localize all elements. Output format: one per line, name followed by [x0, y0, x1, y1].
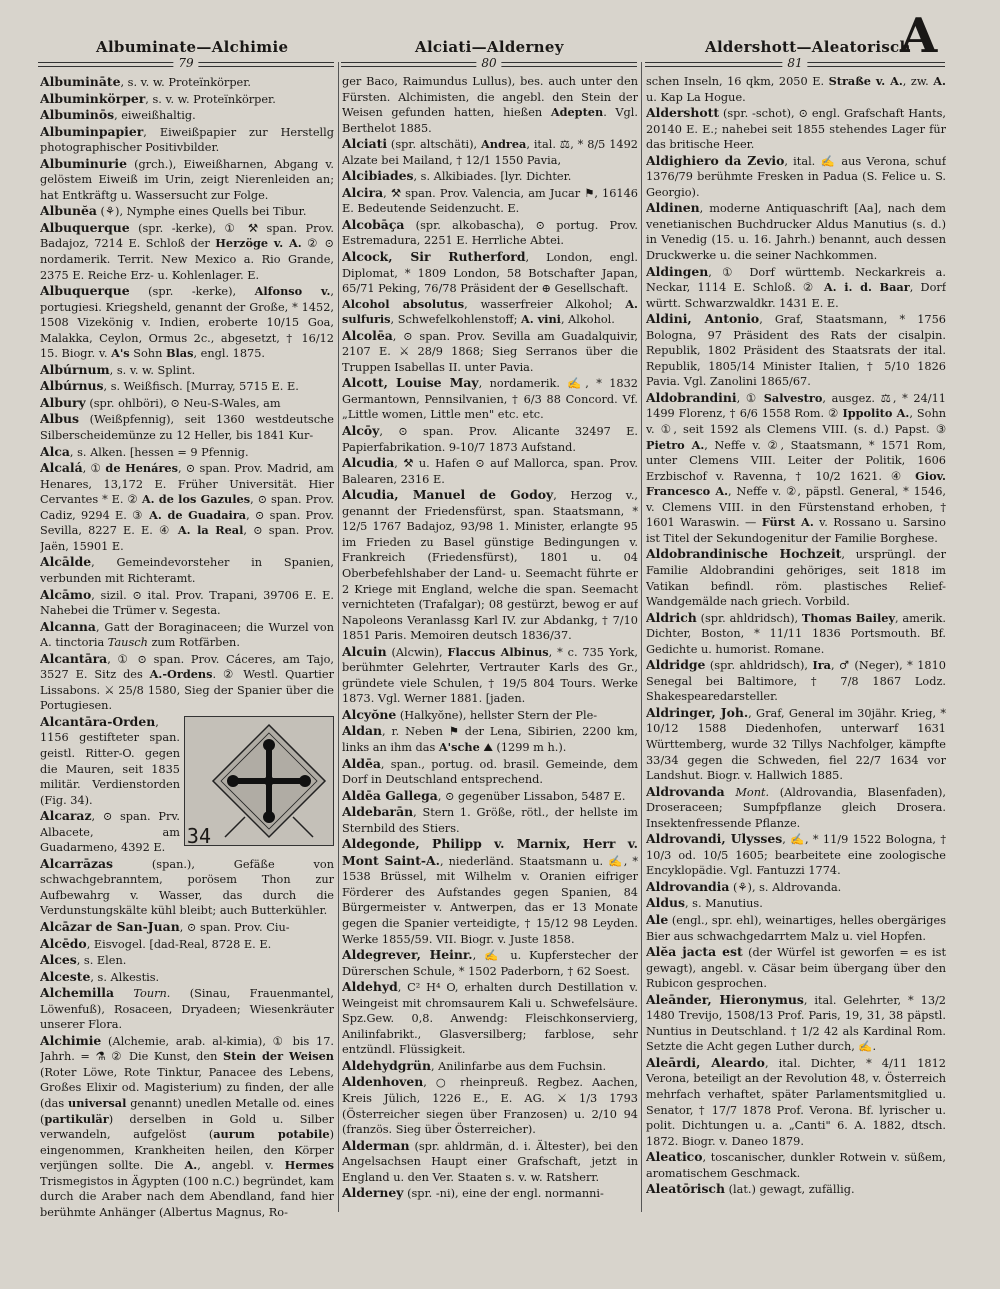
- dictionary-entry: Albuminōs, eiweißhaltig.: [40, 107, 196, 123]
- dictionary-entry: Aldegrever, Heinr., ✍ u. Kupferstecher der Dürerschen Schule, * 1502 Paderborn, † 62 Soest.: [342, 947, 638, 978]
- dictionary-entry: Alca, s. Alken. [hessen = 9 Pfennig.: [40, 443, 249, 459]
- dictionary-entry: Albus (Weißpfennig), seit 1360 westdeutsche Silberscheidemünze zu 12 Heller, bis 1841 Kur-: [40, 411, 334, 443]
- dictionary-entry: Alcuin (Alcwin), Flaccus Albinus, * c. 735 York, berühmter Gelehrter, Vertrauter Karls des Gr., gründete viele Schulen, † 19/5 804 Tours. Werke 1873. Vgl. Werner 1881. [jaden.: [342, 643, 638, 706]
- dictionary-entry: Alcolēa, ⊙ span. Prov. Sevilla am Guadalquivir, 2107 E. ⚔ 28/9 1868; Sieg Serranos über die Truppen Isabellas II. unter Pavia.: [342, 327, 638, 374]
- dictionary-entry: Alcibiades, s. Alkibiades. [lyr. Dichter.: [342, 168, 572, 184]
- dictionary-entry: Alciati (spr. altschäti), Andrea, ital. ⚖, * 8/5 1492 Alzate bei Mailand, † 12/1 1550 Pavia,: [342, 136, 638, 167]
- dictionary-entry: Albuquerque (spr. -kerke), ① ⚒ span. Prov. Badajoz, 7214 E. Schloß der Herzöge v. A. ② ⊙ nordamerik. Territ. New Mexico a. Rio Grande, 2375 E. Reiche Erz- u. Kohlenlager. E.: [40, 219, 334, 282]
- dictionary-entry: Aldrovanda Mont. (Aldrovandia, Blasenfaden), Droseraceen; Sumpfpflanze gleich Drosera. Insektenfressende Pflanze.: [646, 783, 946, 830]
- dictionary-entry: Aldridge (spr. ahldridsch), Ira, ♂ (Neger), * 1810 Senegal bei Baltimore, † 7/8 1867 Lodz. Shakespearedarsteller.: [646, 657, 946, 704]
- dictionary-entry: Alcott, Louise May, nordamerik. ✍, * 1832 Germantown, Pennsilvanien, † 6/3 88 Concord. Vf. „Little women, Little men" etc. etc.: [342, 375, 638, 422]
- dictionary-entry: Aldrovandi, Ulysses, ✍, * 11/9 1522 Bologna, † 10/3 od. 10/5 1605; bearbeitete eine zoologische Encyklopädie. Vgl. Fantuzzi 1774.: [646, 831, 946, 878]
- dictionary-entry: Alcudia, Manuel de Godoy, Herzog v., genannt der Friedensfürst, span. Staatsmann, * 12/5 1767 Badajoz, 93/98 1. Minister, erlangte 95 im Frieden zu Basel günstige Bedingungen v. Frankreich (Friedensfürst), 1801 u. 04 Oberbefehlshaber der Land- u. Seemacht führte er 2 Kriege mit England, welche die span. Seemacht vernichteten (Trafalgar); 08 gestürzt, bewog er auf Napoleons Veranlassg Karl IV. zur Abdankg, † 7/10 1851 Paris. Memoiren deutsch 1836/37.: [342, 487, 638, 643]
- column-divider: [641, 62, 642, 1212]
- dictionary-entry: Aldobrandinische Hochzeit, ursprüngl. der Familie Aldobrandini gehöriges, seit 1818 im Vatikan befindl. röm. plastisches Relief-Wandgemälde nach griech. Vorbild.: [646, 546, 946, 609]
- running-head-left: Albuminate—Alchimie: [96, 38, 289, 56]
- running-head-right: Aldershott—Aleatorisch: [705, 38, 911, 56]
- page-number-right: 81: [782, 56, 807, 70]
- dictionary-entry: Alcāzar de San-Juan, ⊙ span. Prov. Ciu-: [40, 918, 290, 934]
- dictionary-entry: Alcarrāzas (span.), Gefäße von schwachgebranntem, porösem Thon zur Aufbewahrg v. Wasser, das durch die Verdunstungskälte kühl bleibt; auch Butterkühler.: [40, 855, 334, 918]
- dictionary-entry: Albúrnum, s. v. w. Splint.: [40, 361, 196, 377]
- dictionary-entry: Albuminkörper, s. v. w. Proteïnkörper.: [40, 90, 276, 106]
- dictionary-entry: Aldringer, Joh., Graf, General im 30jähr. Krieg, * 10/12 1588 Diedenhofen, unterwarf 1631 Württemberg, wurde 32 Tillys Nachfolger, kämpfte 33/34 gegen die Schweden, fiel 22/7 1634 vor Landshut. Biogr. v. Hallwich 1885.: [646, 704, 946, 783]
- dictionary-entry: Aldrich (spr. ahldridsch), Thomas Bailey, amerik. Dichter, Boston, * 11/11 1836 Portsmouth. Bf. Gedichte u. humorist. Romane.: [646, 609, 946, 656]
- dictionary-entry: Alderney (spr. -ni), eine der engl. normanni-: [342, 1185, 604, 1201]
- dictionary-entry: Aldēa Gallega, ⊙ gegenüber Lissabon, 5487 E.: [342, 787, 626, 803]
- dictionary-entry: Alcantāra-Orden, 1156 gestifteter span. geistl. Ritter-O. gegen die Mauren, seit 1835 militär. Verdienstorden (Fig. 34).: [40, 713, 180, 807]
- dictionary-entry: Alchimie (Alchemie, arab. al-kimia), ① bis 17. Jahrh. = ⚗ ② Die Kunst, den Stein der Weisen (Roter Löwe, Rote Tinktur, Panacee des Lebens, Großes Elixir od. Magisterium) zu finden, der alle (das universal genannt) unedlen Metalle od. eines (partikulär) derselben in Gold u. Silber verwandeln, aufgelöst (aurum potabile) eingenommen, Krankheiten heilen, den Körper verjüngen sollte. Die A., angebl. v. Hermes Trismegistos in Ägypten (100 n.C.) begründet, kam durch die Araber nach dem Abendland, fand hier berühmte Anhänger (Albertus Magnus, Ro-: [40, 1032, 334, 1219]
- dictionary-entry: Albúrnus, s. Weißfisch. [Murray, 5715 E. E.: [40, 378, 299, 394]
- dictionary-entry: Aldini, Antonio, Graf, Staatsmann, * 1756 Bologna, 97 Präsident des Rats der cisalpin. Republik, 1802 Präsident des Staatsrats der ital. Republik, 1805/14 Minister Italien, † 5/10 1826 Pavia. Vgl. Zanolini 1865/67.: [646, 311, 946, 389]
- dictionary-entry: Aldehydgrün, Anilinfarbe aus dem Fuchsin.: [342, 1057, 607, 1073]
- dictionary-entry: Aleānder, Hieronymus, ital. Gelehrter, * 13/2 1480 Trevijo, 1508/13 Prof. Paris, 19, 31, 38 päpstl. Nuntius in Deutschland. † 1/2 42 als Kardinal Rom. Setzte die Acht gegen Luther durch, ✍.: [646, 991, 946, 1054]
- dictionary-entry: Alcira, ⚒ span. Prov. Valencia, am Jucar ⚑, 16146 E. Bedeutende Seidenzucht. E.: [342, 184, 638, 216]
- dictionary-entry: Albuquerque (spr. -kerke), Alfonso v., portugiesi. Kriegsheld, genannt der Große, * 1452, 1508 Vizekönig v. Indien, eroberte 10/15 Goa, Malakka, Ceylon, Ormus 2c., abgesetzt, † 16/12 15. Biogr. v. A's Sohn Blas, engl. 1875.: [40, 283, 334, 361]
- column-2: [342, 74, 638, 1274]
- dictionary-entry: Alcanna, Gatt der Boraginaceen; die Wurzel von A. tinctoria Tausch zum Rotfärben.: [40, 618, 334, 650]
- dictionary-entry: Alcālde, Gemeindevorsteher in Spanien, verbunden mit Richteramt.: [40, 554, 334, 585]
- dictionary-entry: Albuminpapier, Eiweißpapier zur Herstellg photographischer Positivbilder.: [40, 123, 334, 155]
- dictionary-entry: Albumināte, s. v. w. Proteïnkörper.: [40, 74, 251, 89]
- dictionary-entry: Alcantāra, ① ⊙ span. Prov. Cáceres, am Tajo, 3527 E. Sitz des A.-Ordens. ② Westl. Quartier Lissabons. ⚔ 25/8 1580, Sieg der Spanier über die Portugiesen.: [40, 650, 334, 713]
- dictionary-entry: Aleatōrisch (lat.) gewagt, zufällig.: [646, 1181, 855, 1197]
- dictionary-entry: Alĕa jacta est (der Würfel ist geworfen = es ist gewagt), angebl. v. Cäsar beim übergang über den Rubicon gesprochen.: [646, 944, 946, 991]
- dictionary-entry: Ale (engl., spr. ehl), weinartiges, helles obergäriges Bier aus schwachgedarrtem Malz u. viel Hopfen.: [646, 911, 946, 943]
- dictionary-entry: Aldan, r. Neben ⚑ der Lena, Sibirien, 2200 km, links an ihm das A'sche ⛰ (1299 m h.).: [342, 723, 638, 754]
- running-head-center: Alciati—Alderney: [415, 38, 564, 56]
- dictionary-entry: Alcōy, ⊙ span. Prov. Alicante 32497 E. Papierfabrikation. 9-10/7 1873 Aufstand.: [342, 423, 638, 454]
- dictionary-entry: Alchemilla Tourn. (Sinau, Frauenmantel, Löwenfuß), Rosaceen, Dryadeen; Wiesenkräuter unserer Flora.: [40, 985, 334, 1032]
- dictionary-entry: Aldrovandia (⚘), s. Aldrovanda.: [646, 878, 842, 894]
- dictionary-entry: Alceste, s. Alkestis.: [40, 968, 160, 984]
- dictionary-entry: Aldebarān, Stern 1. Größe, rötl., der hellste im Sternbild des Stiers.: [342, 804, 638, 835]
- dictionary-entry: Aldenhoven, ○ rheinpreuß. Regbez. Aachen, Kreis Jülich, 1226 E., E. AG. ⚔ 1/3 1793 (Österreicher siegen über Franzosen) u. 2/10 94 (französ. Sieg über Österreicher).: [342, 1074, 638, 1137]
- dictionary-entry: schen Inseln, 16 qkm, 2050 E. Straße v. A., zw. A. u. Kap La Hogue.: [646, 74, 946, 104]
- dictionary-entry: Alcēdo, Eisvogel. [dad-Real, 8728 E. E.: [40, 935, 272, 951]
- dictionary-entry: Aldus, s. Manutius.: [646, 895, 763, 911]
- dictionary-entry: Alcock, Sir Rutherford, London, engl. Diplomat, * 1809 London, 58 Botschafter Japan, 65/71 Peking, 76/78 Präsident der ⊕ Gesellschaft.: [342, 249, 638, 296]
- column-3: [646, 74, 946, 1274]
- dictionary-entry: Aldershott (spr. -schot), ⊙ engl. Grafschaft Hants, 20140 E. E.; nahebei seit 1855 stehendes Lager für das britische Heer.: [646, 105, 946, 152]
- dictionary-entry: ger Baco, Raimundus Lullus), bes. auch unter den Fürsten. Alchimisten, die angebl. den Stein der Weisen gefunden hatten, hießen Adepten. Vgl. Berthelot 1885.: [342, 75, 638, 135]
- dictionary-entry: Alcyŏne (Halkyŏne), hellster Stern der Ple-: [342, 706, 598, 722]
- dictionary-entry: Aleatico, toscanischer, dunkler Rotwein v. süßem, aromatischem Geschmack.: [646, 1149, 946, 1180]
- page-number-left: 79: [173, 56, 198, 70]
- dictionary-entry: Aldehyd, C² H⁴ O, erhalten durch Destillation v. Weingeist mit chromsaurem Kali u. Schwefelsäure. Spz.Gew. 0,8. Anwendg: Fleischkonservierg, Anilinfabrikt., Glasversilberg; farblose, sehr entzündl. Flüssigkeit.: [342, 979, 638, 1057]
- dictionary-entry: Alcāmo, sizil. ⊙ ital. Prov. Trapani, 39706 E. E. Nahebei die Trümer v. Segesta.: [40, 586, 334, 618]
- dictionary-entry: Alcaraz, ⊙ span. Prv. Albacete, am Guadarmeno, 4392 E.: [40, 808, 180, 855]
- dictionary-entry: Aldighiero da Zevio, ital. ✍ aus Verona, schuf 1376/79 berühmte Fresken in Padua (S. Felice u. S. Georgio).: [646, 152, 946, 199]
- alcantara-order-cross-figure: [184, 716, 334, 849]
- dictionary-entry: Aldobrandini, ① Salvestro, ausgez. ⚖, * 24/11 1499 Florenz, † 6/6 1558 Rom. ② Ippolito A., Sohn v. ①, seit 1592 als Clemens VIII. (s. d.) Papst. ③ Pietro A., Neffe v. ②, Staatsmann, * 1571 Rom, unter Clemens VIII. Leiter der Politik, 1606 Erzbischof v. Ravenna, † 10/2 1621. ④ Giov. Francesco A., Neffe v. ②, päpstl. General, * 1546, v. Clemens VIII. in den Fürstenstand erhoben, † 1601 Waraswin. — Fürst A. v. Rossano u. Sarsino ist Titel der Sekundogenitur der Familie Borghese.: [646, 389, 946, 545]
- dictionary-entry: Aldēa, span., portug. od. brasil. Gemeinde, dem Dorf in Deutschland entsprechend.: [342, 755, 638, 787]
- dictionary-entry: Albunĕa (⚘), Nymphe eines Quells bei Tibur.: [40, 203, 307, 219]
- page-number-center: 80: [476, 56, 501, 70]
- section-letter: A: [900, 8, 938, 64]
- column-1: [40, 74, 334, 1274]
- dictionary-entry: Albuminurie (grch.), Eiweißharnen, Abgang v. gelöstem Eiweiß im Urin, zeigt Nierenleiden an; hat Entkräftg u. Wassersucht zur Folge.: [40, 155, 334, 202]
- dictionary-entry: Alces, s. Elen.: [40, 952, 127, 968]
- dictionary-entry: Aldinen, moderne Antiquaschrift [Aa], nach dem venetianischen Buchdrucker Aldus Manutius (s. d.) in Venedig (15. u. 16. Jahrh.) benannt, auch dessen Druckwerke u. die seiner Nachkommen.: [646, 200, 946, 263]
- dictionary-entry: Alcobāça (spr. alkobascha), ⊙ portug. Prov. Estremadura, 2251 E. Herrliche Abtei.: [342, 216, 638, 248]
- dictionary-entry: Alcohol absolutus, wasserfreier Alkohol; A. sulfuris, Schwefelkohlenstoff; A. vini, Alkohol.: [342, 296, 638, 327]
- figure-number: 34: [186, 824, 211, 849]
- dictionary-entry: Aldegonde, Philipp v. Marnix, Herr v. Mont Saint-A., niederländ. Staatsmann u. ✍, * 1538 Brüssel, mit Wilhelm v. Oranien eifriger Förderer des Aufstandes gegen Spanien, 84 Bürgermeister v. Antwerpen, das er 13 Monate gegen die Spanier verteidigte, † 15/12 98 Leyden. Werke 1855/59. VII. Biogr. v. Juste 1858.: [342, 836, 638, 946]
- dictionary-entry: Alcalá, ① de Henáres, ⊙ span. Prov. Madrid, am Henares, 13,172 E. Früher Universität. Hier Cervantes * E. ② A. de los Gazules, ⊙ span. Prov. Cadiz, 9294 E. ③ A. de Guadaira, ⊙ span. Prov. Sevilla, 8227 E. E. ④ A. la Real, ⊙ span. Prov. Jaën, 15901 E.: [40, 460, 334, 553]
- dictionary-entry: Alderman (spr. ahldrmän, d. i. Ältester), bei den Angelsachsen Haupt einer Grafschaft, jetzt in England u. den Ver. Staaten s. v. w. Ratsherr.: [342, 1137, 638, 1184]
- dictionary-entry: Alcudia, ⚒ u. Hafen ⊙ auf Mallorca, span. Prov. Balearen, 2316 E.: [342, 455, 638, 486]
- dictionary-entry: Albury (spr. ohlböri), ⊙ Neu-S-Wales, am: [40, 394, 281, 410]
- dictionary-entry: Aleārdi, Aleardo, ital. Dichter, * 4/11 1812 Verona, beteiligt an der Revolution 48, v. Österreich mehrfach verhaftet, später Parlamentsmitglied u. Senator, † 17/7 1878 Prof. Verona. Bf. lyrischer u. polit. Dichtungen u. a. „Canti" 6. A. 1882, dtsch. 1872. Biogr. v. Daneo 1879.: [646, 1054, 946, 1148]
- dictionary-entry: Aldingen, ① Dorf württemb. Neckarkreis a. Neckar, 1114 E. Schloß. ② A. i. d. Baar, Dorf württ. Schwarzwaldkr. 1431 E. E.: [646, 263, 946, 310]
- column-divider: [338, 62, 339, 1212]
